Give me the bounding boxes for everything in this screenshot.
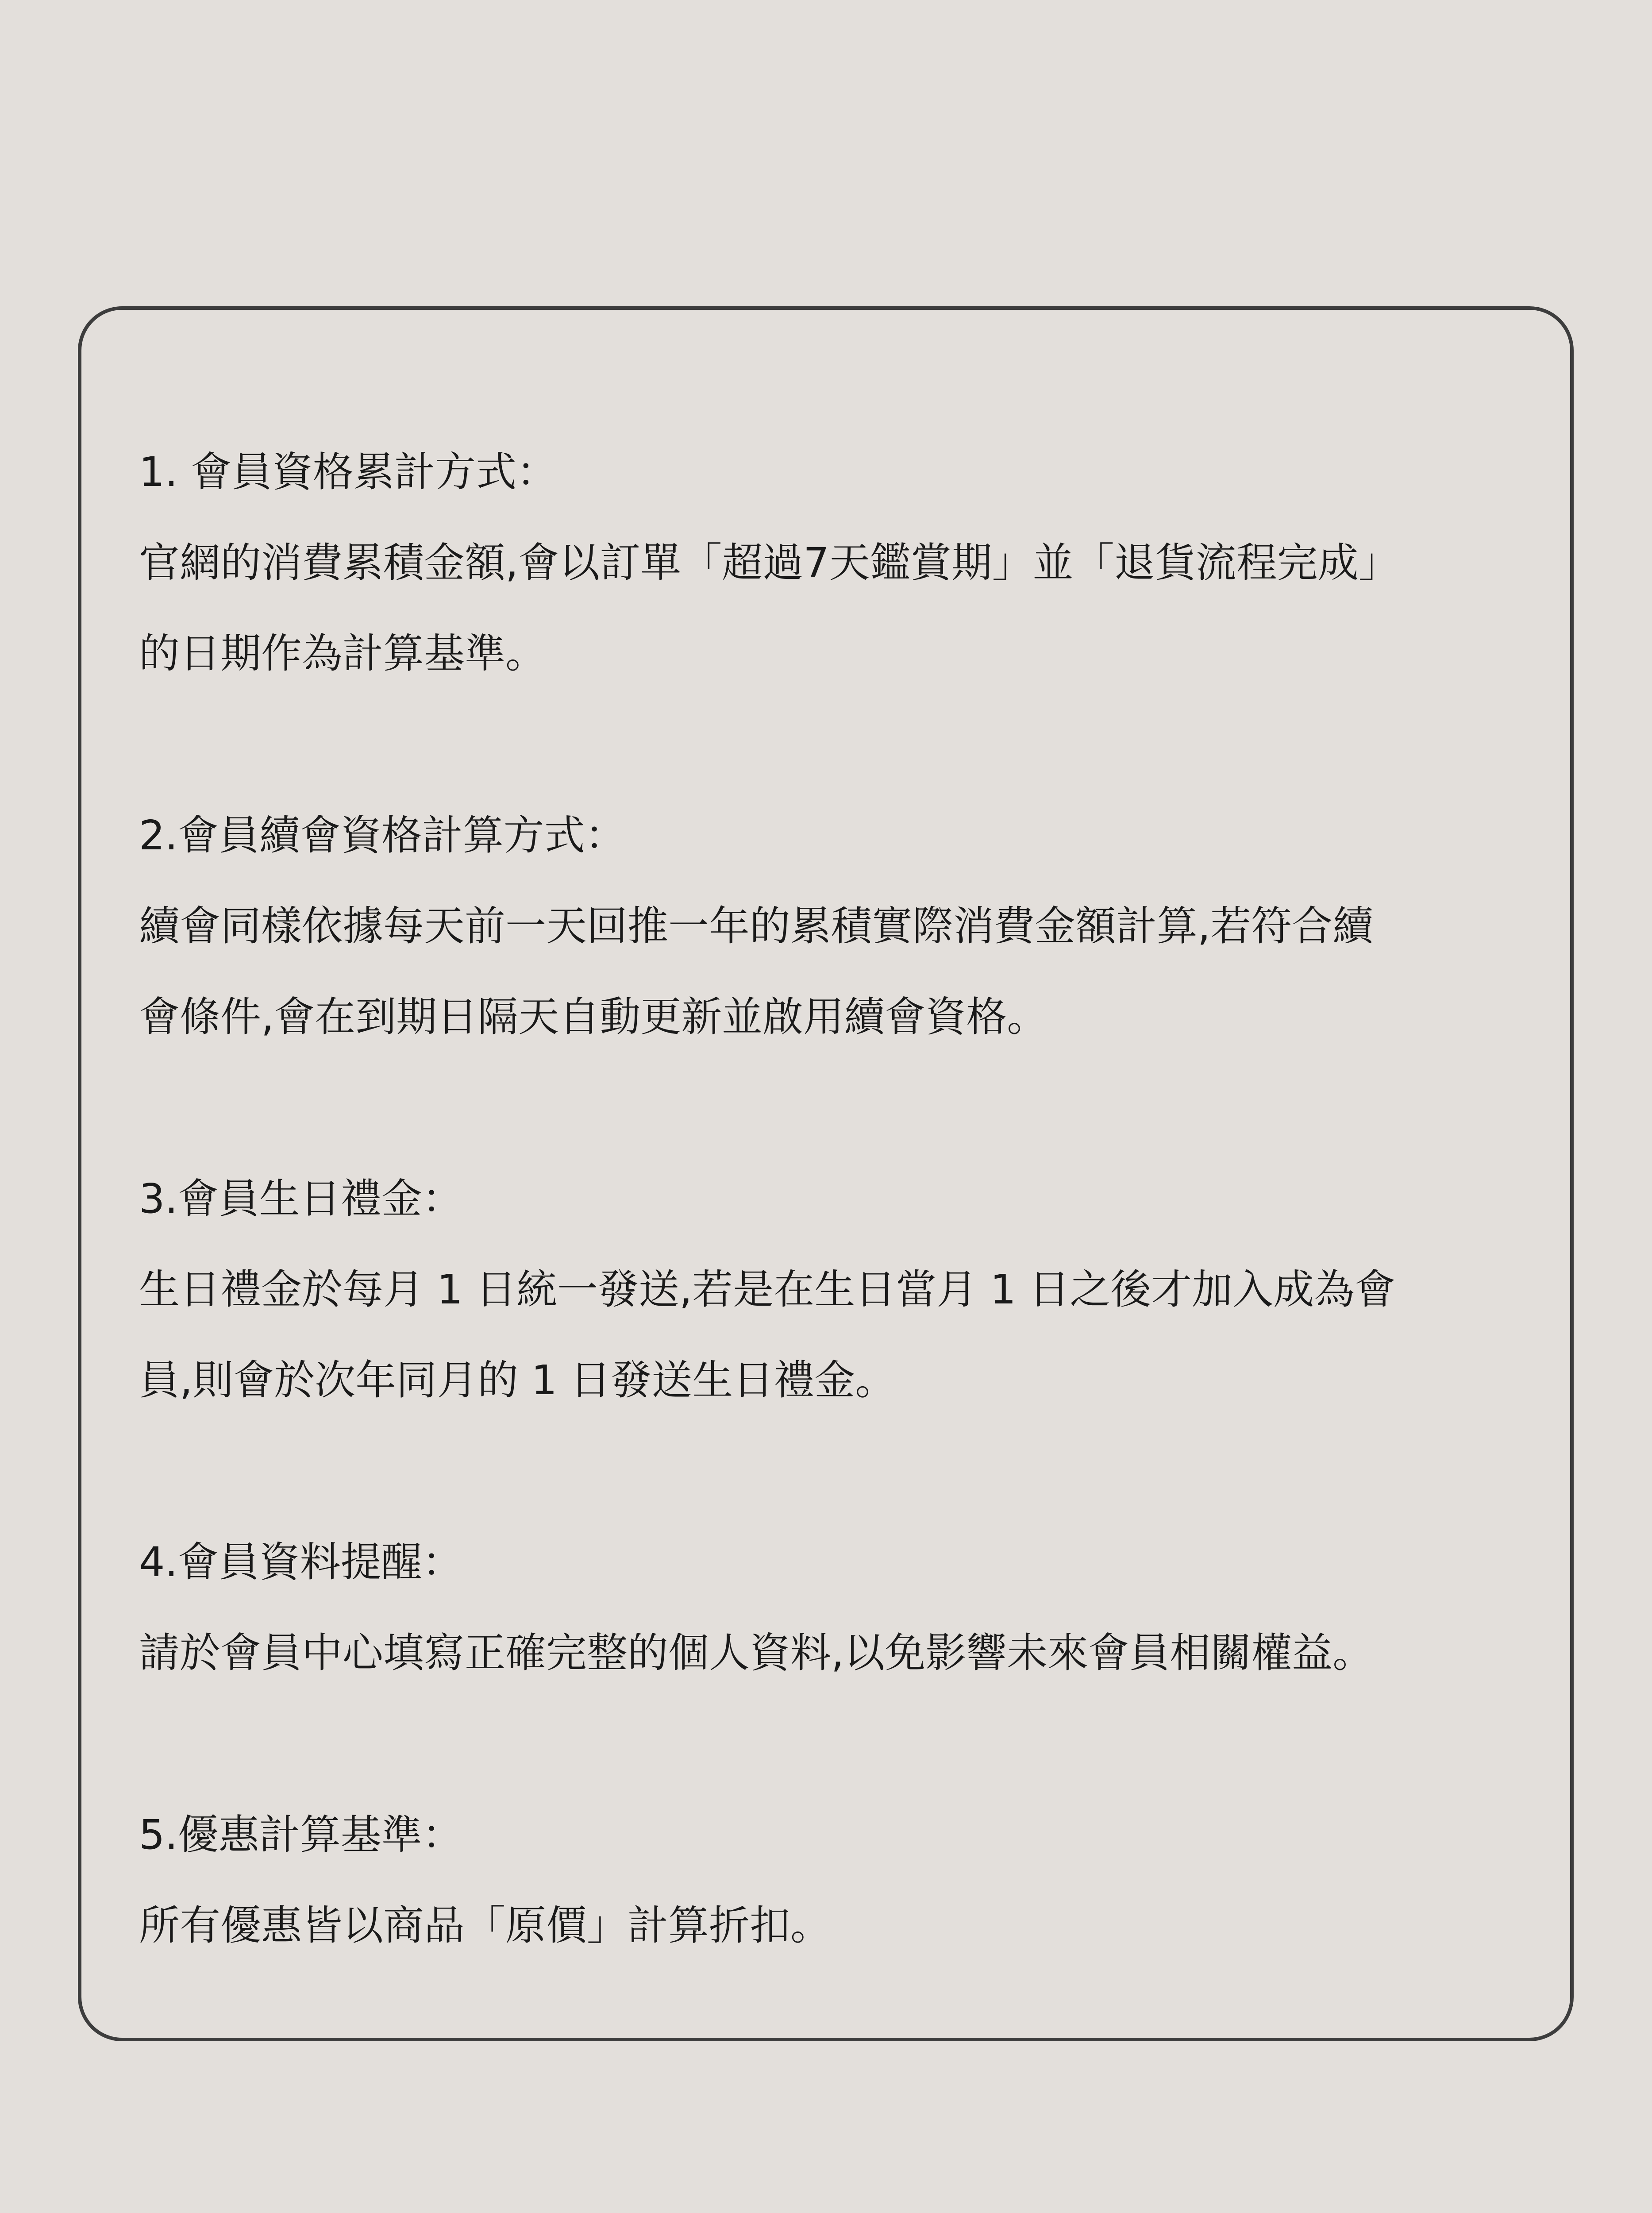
section-text-line: 員,則會於次年同月的 1 日發送生日禮金。 xyxy=(139,1357,896,1404)
section-text-line: 的日期作為計算基準。 xyxy=(139,630,547,677)
terms-card xyxy=(78,306,1574,2041)
section-title: 5.優惠計算基準： xyxy=(139,1811,463,1858)
section-title: 2.會員續會資格計算方式： xyxy=(139,812,626,859)
section-membership-renewal xyxy=(139,790,1513,1062)
section-discount-basis xyxy=(139,1789,1513,1971)
section-text-line: 會條件,會在到期日隔天自動更新並啟用續會資格。 xyxy=(139,993,1048,1041)
section-title: 1. 會員資格累計方式： xyxy=(139,448,558,496)
section-title: 3.會員生日禮金： xyxy=(139,1175,463,1222)
section-text-line: 續會同樣依據每天前一天回推一年的累積實際消費金額計算,若符合續 xyxy=(139,902,1374,950)
section-text-line: 生日禮金於每月 1 日統一發送,若是在生日當月 1 日之後才加入成為會 xyxy=(139,1266,1396,1313)
section-birthday-gift xyxy=(139,1153,1513,1426)
section-member-data-reminder xyxy=(139,1517,1513,1698)
section-text-line: 官網的消費累積金額,會以訂單「超過7天鑑賞期」並「退貨流程完成」 xyxy=(139,539,1399,586)
section-membership-accumulation xyxy=(139,427,1513,699)
section-text-line: 所有優惠皆以商品「原價」計算折扣。 xyxy=(139,1902,832,1949)
section-title: 4.會員資料提醒： xyxy=(139,1538,463,1586)
section-text-line: 請於會員中心填寫正確完整的個人資料,以免影響未來會員相關權益。 xyxy=(139,1629,1374,1677)
